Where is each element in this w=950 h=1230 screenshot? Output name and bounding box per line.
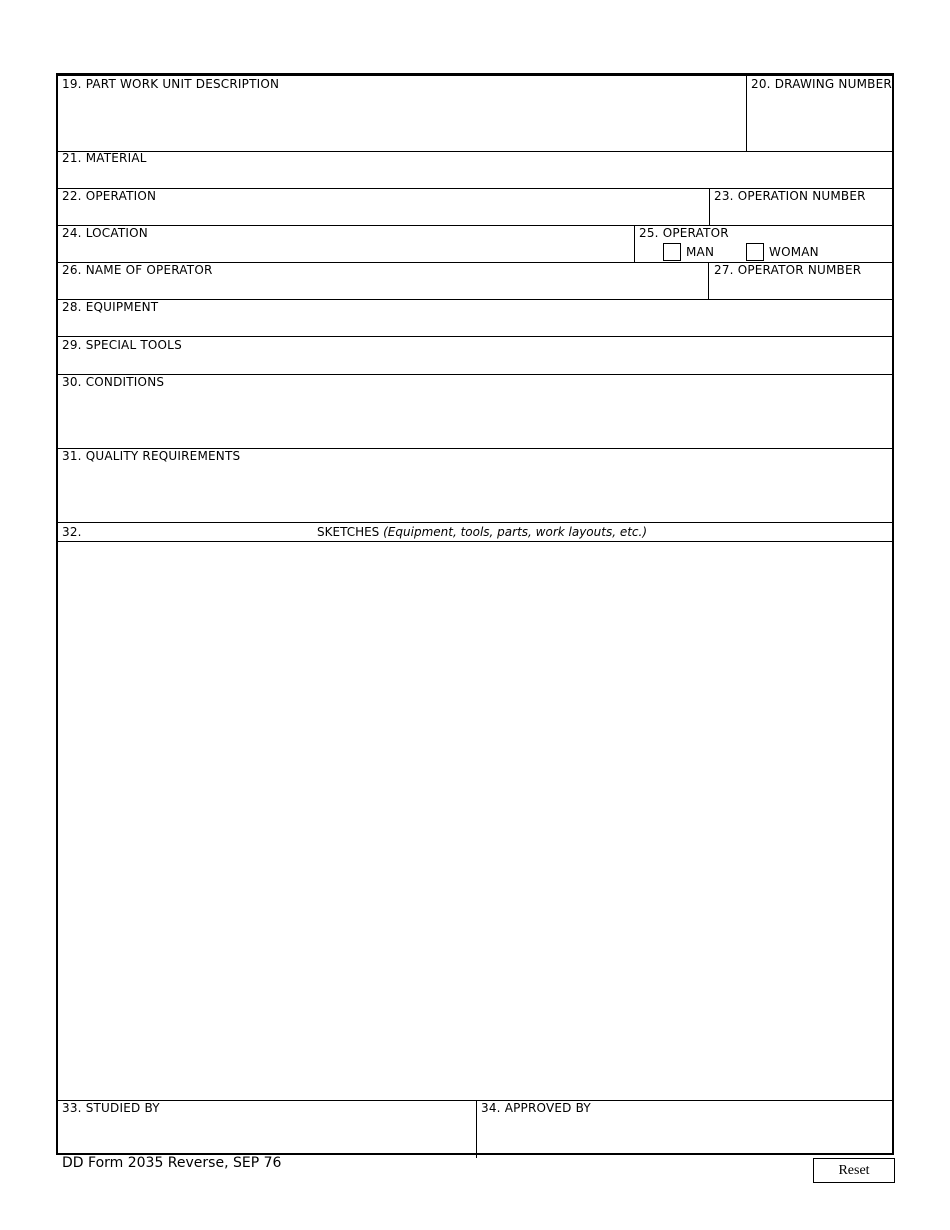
divider (58, 522, 892, 523)
divider (58, 225, 892, 226)
divider (58, 1100, 892, 1101)
label-sketches-number: 32. (62, 525, 82, 539)
label-location: 24. LOCATION (62, 226, 148, 240)
label-special-tools: 29. SPECIAL TOOLS (62, 338, 182, 352)
sketches-area[interactable] (60, 544, 890, 1097)
operation-input[interactable] (60, 205, 706, 223)
dd-form-2035-reverse (56, 73, 894, 1155)
approved-by-input[interactable] (480, 1121, 890, 1151)
label-sketches-title (317, 525, 647, 539)
divider (709, 188, 710, 225)
operator-number-input[interactable] (712, 279, 890, 297)
label-quality-requirements: 31. QUALITY REQUIREMENTS (62, 449, 241, 463)
equipment-input[interactable] (60, 316, 890, 334)
divider (708, 262, 709, 299)
label-part-work-unit-description: 19. PART WORK UNIT DESCRIPTION (62, 77, 280, 91)
divider (58, 151, 892, 152)
label-approved-by: 34. APPROVED BY (481, 1101, 591, 1115)
operator-man-checkbox[interactable] (663, 243, 681, 261)
label-material: 21. MATERIAL (62, 151, 147, 165)
operation-number-input[interactable] (712, 205, 890, 223)
name-of-operator-input[interactable] (60, 279, 706, 297)
label-equipment: 28. EQUIPMENT (62, 300, 159, 314)
label-name-of-operator: 26. NAME OF OPERATOR (62, 263, 213, 277)
label-man: MAN (686, 245, 715, 259)
label-operation: 22. OPERATION (62, 189, 157, 203)
sketches-title-text: SKETCHES (317, 525, 380, 539)
sketches-subtitle-text: (Equipment, tools, parts, work layouts, etc.) (383, 525, 648, 539)
divider (476, 1100, 477, 1158)
quality-requirements-input[interactable] (60, 465, 890, 519)
studied-by-input[interactable] (60, 1121, 472, 1151)
label-operator-number: 27. OPERATOR NUMBER (714, 263, 862, 277)
divider (58, 374, 892, 375)
location-input[interactable] (60, 242, 632, 260)
reset-button[interactable]: Reset (813, 1158, 895, 1183)
drawing-number-input[interactable] (750, 92, 890, 148)
material-input[interactable] (60, 168, 890, 186)
form-identifier: DD Form 2035 Reverse, SEP 76 (62, 1155, 282, 1171)
conditions-input[interactable] (60, 391, 890, 445)
divider (58, 541, 892, 542)
divider (58, 336, 892, 337)
divider (634, 225, 635, 262)
label-conditions: 30. CONDITIONS (62, 375, 165, 389)
special-tools-input[interactable] (60, 354, 890, 372)
divider (58, 299, 892, 300)
operator-woman-checkbox[interactable] (746, 243, 764, 261)
label-operator: 25. OPERATOR (639, 226, 729, 240)
part-work-unit-description-input[interactable] (60, 92, 744, 148)
label-studied-by: 33. STUDIED BY (62, 1101, 160, 1115)
label-operation-number: 23. OPERATION NUMBER (714, 189, 866, 203)
label-woman: WOMAN (769, 245, 819, 259)
label-drawing-number: 20. DRAWING NUMBER (751, 77, 892, 91)
divider (746, 76, 747, 151)
